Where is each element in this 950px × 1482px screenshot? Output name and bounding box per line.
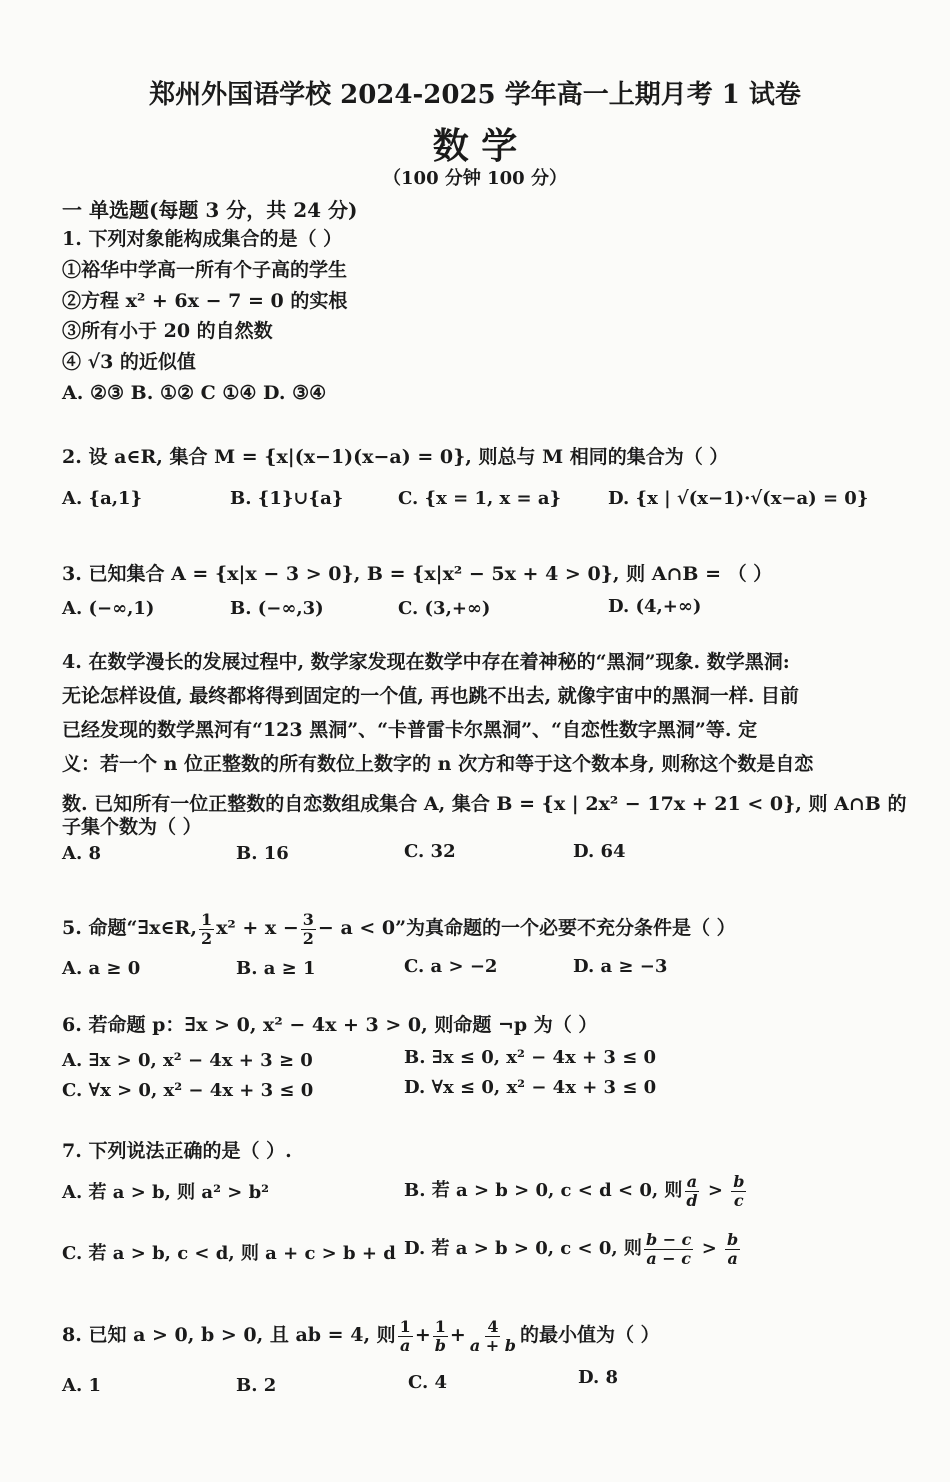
question-4-line: 数. 已知所有一位正整数的自恋数组成集合 A, 集合 B = {x | 2x² − 17x + 21 < 0}, 则 A∩B 的	[62, 793, 907, 815]
fraction	[644, 1231, 693, 1267]
question-3-option-d: D. (4,+∞)	[608, 596, 702, 617]
numerator: 3	[302, 909, 314, 929]
question-5-stem-mid: x² + x −	[216, 917, 299, 939]
fraction	[301, 911, 316, 947]
question-7-stem: 7. 下列说法正确的是（ ）.	[62, 1140, 292, 1162]
question-3-stem: 3. 已知集合 A = {x|x − 3 > 0}, B = {x|x² − 5x + 4 > 0}, 则 A∩B = （ ）	[62, 563, 773, 585]
question-1-item: ④ √3 的近似值	[62, 351, 196, 373]
fraction	[398, 1318, 413, 1354]
question-8-option-d: D. 8	[578, 1367, 619, 1388]
question-4-line: 义：若一个 n 位正整数的所有数位上数字的 n 次方和等于这个数本身, 则称这个数是自恋	[62, 753, 814, 775]
question-6-option-c: C. ∀x > 0, x² − 4x + 3 ≤ 0	[62, 1080, 314, 1101]
fraction	[731, 1173, 746, 1209]
numerator: a	[686, 1171, 698, 1191]
question-5-stem-pre: 5. 命题“∃x∈R,	[62, 917, 197, 939]
fraction	[725, 1231, 740, 1267]
question-5-option-a: A. a ≥ 0	[62, 958, 141, 979]
fraction	[684, 1173, 699, 1209]
question-5-option-b: B. a ≥ 1	[236, 958, 316, 979]
section-header: 一 单选题(每题 3 分，共 24 分)	[62, 198, 358, 222]
question-1-item: ①裕华中学高一所有个子高的学生	[62, 259, 348, 281]
question-2-option-b: B. {1}∪{a}	[230, 488, 344, 509]
numerator: b	[727, 1229, 739, 1249]
question-3-option-a: A. (−∞,1)	[62, 598, 155, 619]
numerator: 1	[434, 1316, 446, 1336]
question-5-stem	[62, 905, 736, 951]
question-4-option-c: C. 32	[404, 841, 456, 862]
question-2-stem: 2. 设 a∈R, 集合 M = {x|(x−1)(x−a) = 0}, 则总与 M 相同的集合为（ ）	[62, 446, 729, 468]
exam-duration: （100 分钟 100 分）	[383, 168, 567, 189]
question-5-option-d: D. a ≥ −3	[573, 956, 668, 977]
question-4-option-b: B. 16	[236, 843, 289, 864]
question-8-option-c: C. 4	[408, 1372, 448, 1393]
numerator: 1	[200, 909, 213, 929]
numerator: b	[733, 1171, 745, 1191]
question-8-stem-pre: 8. 已知 a > 0, b > 0, 且 ab = 4, 则	[62, 1324, 396, 1346]
exam-title: 郑州外国语学校 2024-2025 学年高一上期月考 1 试卷	[149, 80, 801, 110]
denominator: a − c	[646, 1248, 691, 1268]
question-3-option-c: C. (3,+∞)	[398, 598, 491, 619]
question-8-stem-post: 的最小值为（ ）	[519, 1324, 660, 1346]
question-7-option-a: A. 若 a > b, 则 a² > b²	[62, 1182, 270, 1203]
numerator: b − c	[645, 1229, 692, 1249]
numerator: 4	[487, 1316, 499, 1336]
question-1-stem: 1. 下列对象能构成集合的是（ ）	[62, 228, 343, 250]
question-1-item: ②方程 x² + 6x − 7 = 0 的实根	[62, 290, 348, 312]
option-text: B. 若 a > b > 0, c < d < 0, 则	[404, 1180, 683, 1201]
denominator: c	[733, 1190, 744, 1210]
question-7-option-b: B. 若 a > b > 0, c < d < 0, 则 $\frac{a}{d}$ > $\frac{b}{c}$	[404, 1171, 745, 1210]
fraction	[433, 1318, 448, 1354]
question-5-stem-post: − a < 0”为真命题的一个必要不充分条件是（ ）	[317, 917, 736, 939]
question-4-line: 子集个数为（ ）	[62, 816, 202, 838]
question-4-option-d: D. 64	[573, 841, 626, 862]
denominator: 2	[200, 928, 213, 948]
question-6-option-a: A. ∃x > 0, x² − 4x + 3 ≥ 0	[62, 1050, 313, 1071]
question-7-option-c: C. 若 a > b, c < d, 则 a + c > b + d	[62, 1243, 396, 1264]
numerator: 1	[399, 1316, 411, 1336]
question-6-option-b: B. ∃x ≤ 0, x² − 4x + 3 ≤ 0	[404, 1047, 657, 1068]
question-8-option-a: A. 1	[62, 1375, 102, 1396]
subject-title: 数 学	[432, 125, 518, 167]
question-2-option-a: A. {a,1}	[62, 488, 143, 509]
question-7-option-d: D. 若 a > b > 0, c < 0, 则 $\frac{b - c}{a - c}$ > $\frac{b}{a}$	[404, 1229, 739, 1268]
denominator: b	[434, 1335, 446, 1355]
question-1-item: ③所有小于 20 的自然数	[62, 320, 273, 342]
question-4-line: 无论怎样设值, 最终都将得到固定的一个值, 再也跳不出去, 就像宇宙中的黑洞一样. 目前	[62, 685, 799, 707]
question-2-option-d: D. {x | √(x−1)·√(x−a) = 0}	[608, 488, 869, 509]
question-6-stem: 6. 若命题 p：∃x > 0, x² − 4x + 3 > 0, 则命题 ¬p 为（ ）	[62, 1014, 598, 1036]
option-text: D. 若 a > b > 0, c < 0, 则	[404, 1238, 642, 1259]
denominator: a + b	[469, 1335, 516, 1355]
fraction	[199, 911, 214, 947]
question-2-option-c: C. {x = 1, x = a}	[398, 488, 562, 509]
question-3-option-b: B. (−∞,3)	[230, 598, 324, 619]
denominator: 2	[302, 928, 314, 948]
question-1-options: A. ②③ B. ①② C ①④ D. ③④	[62, 382, 327, 404]
question-8-stem: 8. 已知 a > 0, b > 0, 且 ab = 4, 则 $\frac{1}{a}$ + $\frac{1}{b}$ + $\frac{4}{a + b}$ 的最小值为（ ）	[62, 1316, 660, 1355]
question-8-option-b: B. 2	[236, 1375, 277, 1396]
question-6-option-d: D. ∀x ≤ 0, x² − 4x + 3 ≤ 0	[404, 1077, 657, 1098]
question-4-option-a: A. 8	[62, 843, 102, 864]
denominator: d	[686, 1190, 698, 1210]
question-4-line: 4. 在数学漫长的发展过程中, 数学家发现在数学中存在着神秘的“黑洞”现象. 数学黑洞:	[62, 651, 790, 673]
fraction	[468, 1318, 518, 1354]
denominator: a	[727, 1248, 738, 1268]
denominator: a	[400, 1335, 411, 1355]
question-4-line: 已经发现的数学黑河有“123 黑洞”、“卡普雷卡尔黑洞”、“自恋性数字黑洞”等. 定	[62, 719, 758, 741]
question-5-option-c: C. a > −2	[404, 956, 498, 977]
